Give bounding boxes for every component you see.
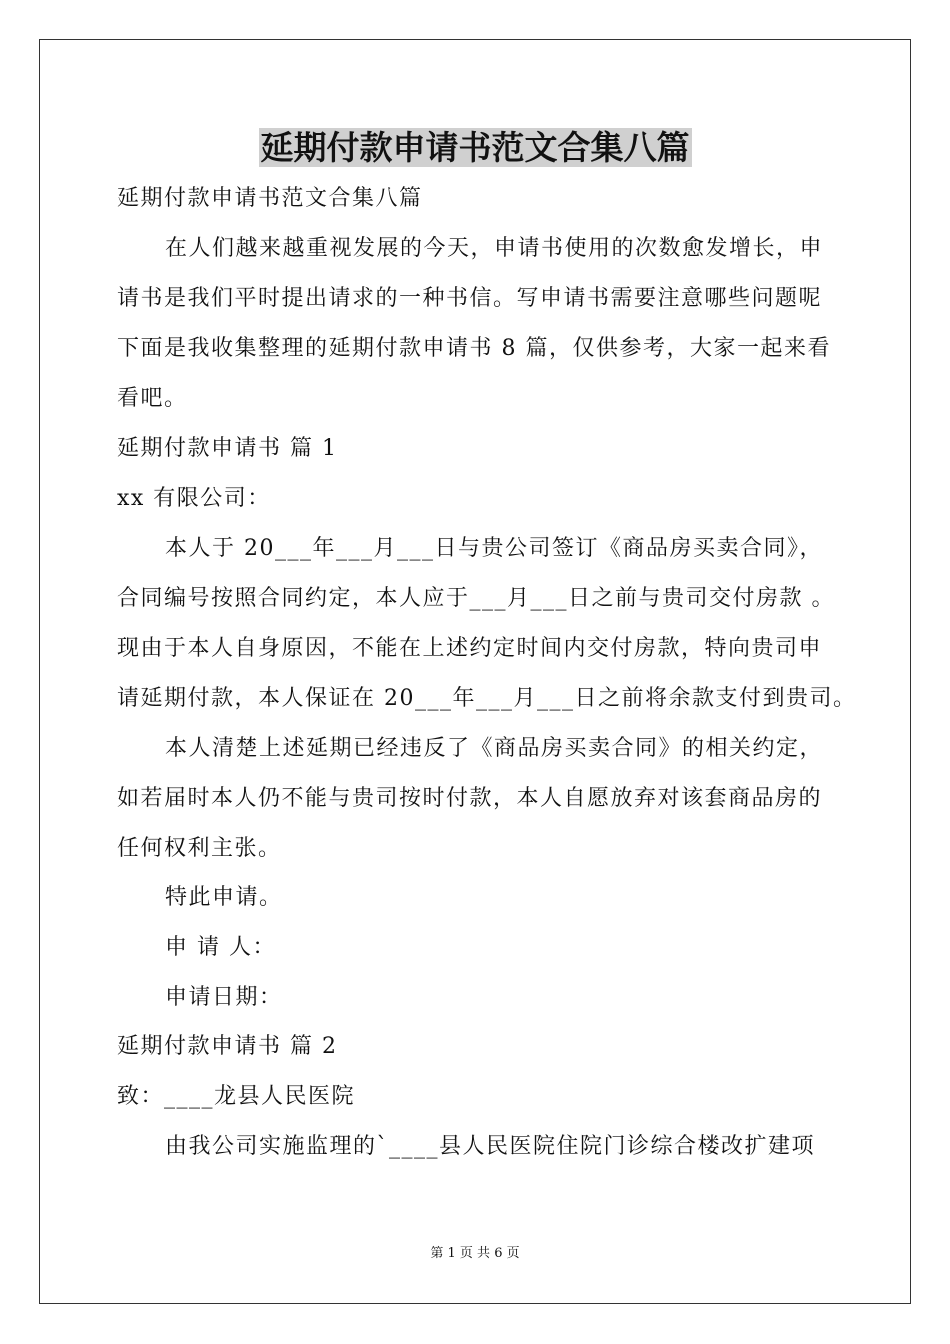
document-title-text: 延期付款申请书范文合集八篇	[260, 128, 690, 167]
paragraph-line: 请延期付款，本人保证在 20___年___月___日之前将余款支付到贵司。	[117, 686, 857, 711]
section-heading: 延期付款申请书 篇 1	[117, 436, 338, 461]
paragraph-line: 如若届时本人仍不能与贵司按时付款，本人自愿放弃对该套商品房的	[117, 786, 823, 811]
paragraph-line: 任何权利主张。	[117, 836, 282, 861]
applicant-line: 申 请 人：	[165, 935, 276, 960]
subtitle-line: 延期付款申请书范文合集八篇	[117, 186, 423, 211]
recipient-line: 致：____龙县人民医院	[117, 1084, 356, 1109]
section-heading: 延期付款申请书 篇 2	[117, 1034, 338, 1059]
paragraph-line: 本人清楚上述延期已经违反了《商品房买卖合同》的相关约定，	[165, 736, 824, 761]
paragraph-line: 本人于 20___年___月___日与贵公司签订《商品房买卖合同》，	[165, 536, 823, 561]
paragraph-line: 看吧。	[117, 386, 188, 411]
document-title	[0, 126, 950, 170]
paragraph-line: 现由于本人自身原因，不能在上述约定时间内交付房款，特向贵司申	[117, 636, 823, 661]
paragraph-line: 合同编号按照合同约定，本人应于___月___日之前与贵司交付房款 。	[117, 586, 835, 611]
date-line: 申请日期：	[165, 985, 283, 1010]
recipient-line: xx 有限公司：	[117, 486, 271, 511]
page-footer: 第 1 页 共 6 页	[430, 1246, 520, 1261]
paragraph-line: 在人们越来越重视发展的今天，申请书使用的次数愈发增长，申	[165, 236, 824, 261]
paragraph-line: 下面是我收集整理的延期付款申请书 8 篇，仅供参考，大家一起来看	[117, 336, 831, 361]
closing-line: 特此申请。	[165, 885, 283, 910]
paragraph-line: 由我公司实施监理的`____县人民医院住院门诊综合楼改扩建项	[165, 1134, 816, 1159]
page-border	[39, 39, 911, 1304]
paragraph-line: 请书是我们平时提出请求的一种书信。写申请书需要注意哪些问题呢	[117, 286, 823, 311]
